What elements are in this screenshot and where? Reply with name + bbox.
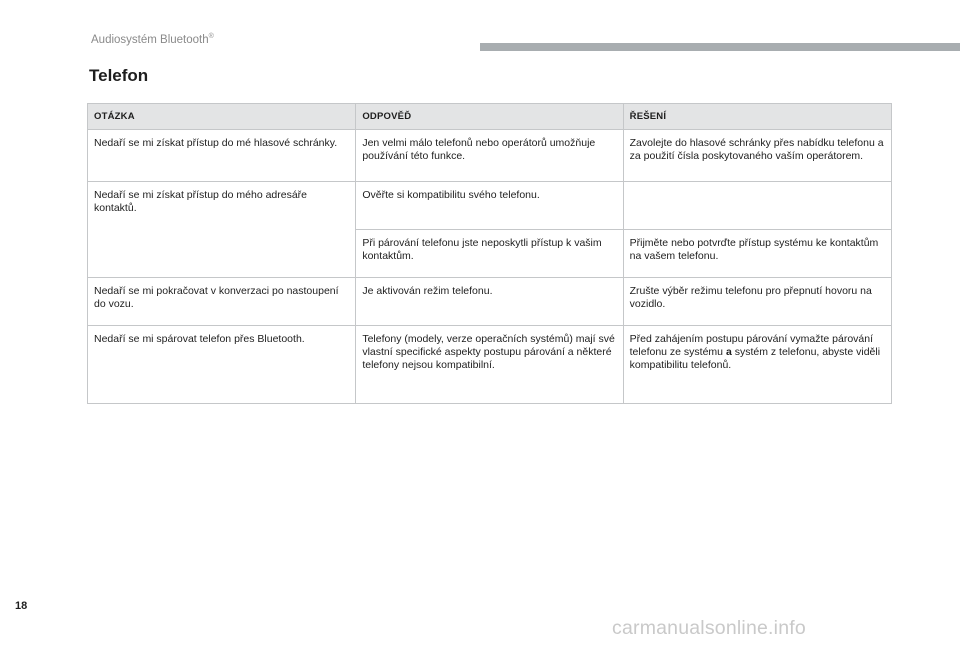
- table-row: [88, 278, 892, 326]
- solution-cell: Zrušte výběr režimu telefonu pro přepnutí hovoru na vozidlo.: [623, 278, 891, 326]
- section-header: [91, 34, 214, 46]
- table-header-row: [88, 104, 892, 130]
- solution-text-end: systém z telefonu, abyste viděli kompatibilitu telefonů.: [629, 346, 881, 372]
- answer-cell: Při párování telefonu jste neposkytli přístup k vašim kontaktům.: [356, 230, 623, 278]
- question-cell: Nedaří se mi spárovat telefon přes Bluetooth.: [88, 326, 356, 404]
- answer-cell: Telefony (modely, verze operačních systémů) mají své vlastní specifické aspekty postupu párování a některé telefony nejsou kompatibilní.: [356, 326, 623, 404]
- solution-cell: [623, 182, 891, 230]
- question-cell: Nedaří se mi pokračovat v konverzaci po nastoupení do vozu.: [88, 278, 356, 326]
- solution-cell: [623, 326, 891, 404]
- answer-cell: Jen velmi málo telefonů nebo operátorů umožňuje používání této funkce.: [356, 130, 623, 182]
- question-cell: Nedaří se mi získat přístup do mé hlasové schránky.: [88, 130, 356, 182]
- column-header-solution: ŘEŠENÍ: [623, 104, 891, 130]
- section-header-text: Audiosystém Bluetooth: [91, 34, 209, 46]
- column-header-question: OTÁZKA: [88, 104, 356, 130]
- table-row: [88, 326, 892, 404]
- solution-text-start: Před zahájením postupu párování vymažte párování telefonu ze systému: [629, 333, 874, 359]
- page-number: 18: [15, 600, 28, 612]
- table-row: [88, 182, 892, 230]
- solution-text-bold: a: [725, 346, 732, 359]
- solution-cell: Přijměte nebo potvrďte přístup systému ke kontaktům na vašem telefonu.: [623, 230, 891, 278]
- answer-cell: Je aktivován režim telefonu.: [356, 278, 623, 326]
- question-cell: Nedaří se mi získat přístup do mého adresáře kontaktů.: [88, 182, 356, 278]
- page-title: Telefon: [89, 66, 149, 85]
- header-bar: [480, 43, 960, 51]
- column-header-answer: ODPOVĚĎ: [356, 104, 623, 130]
- answer-cell: Ověřte si kompatibilitu svého telefonu.: [356, 182, 623, 230]
- solution-cell: Zavolejte do hlasové schránky přes nabídku telefonu a za použití čísla poskytovaného vaším operátorem.: [623, 130, 891, 182]
- registered-mark: ®: [208, 33, 214, 41]
- watermark: carmanualsonline.info: [612, 617, 806, 639]
- table-row: [88, 130, 892, 182]
- faq-table: [87, 103, 892, 404]
